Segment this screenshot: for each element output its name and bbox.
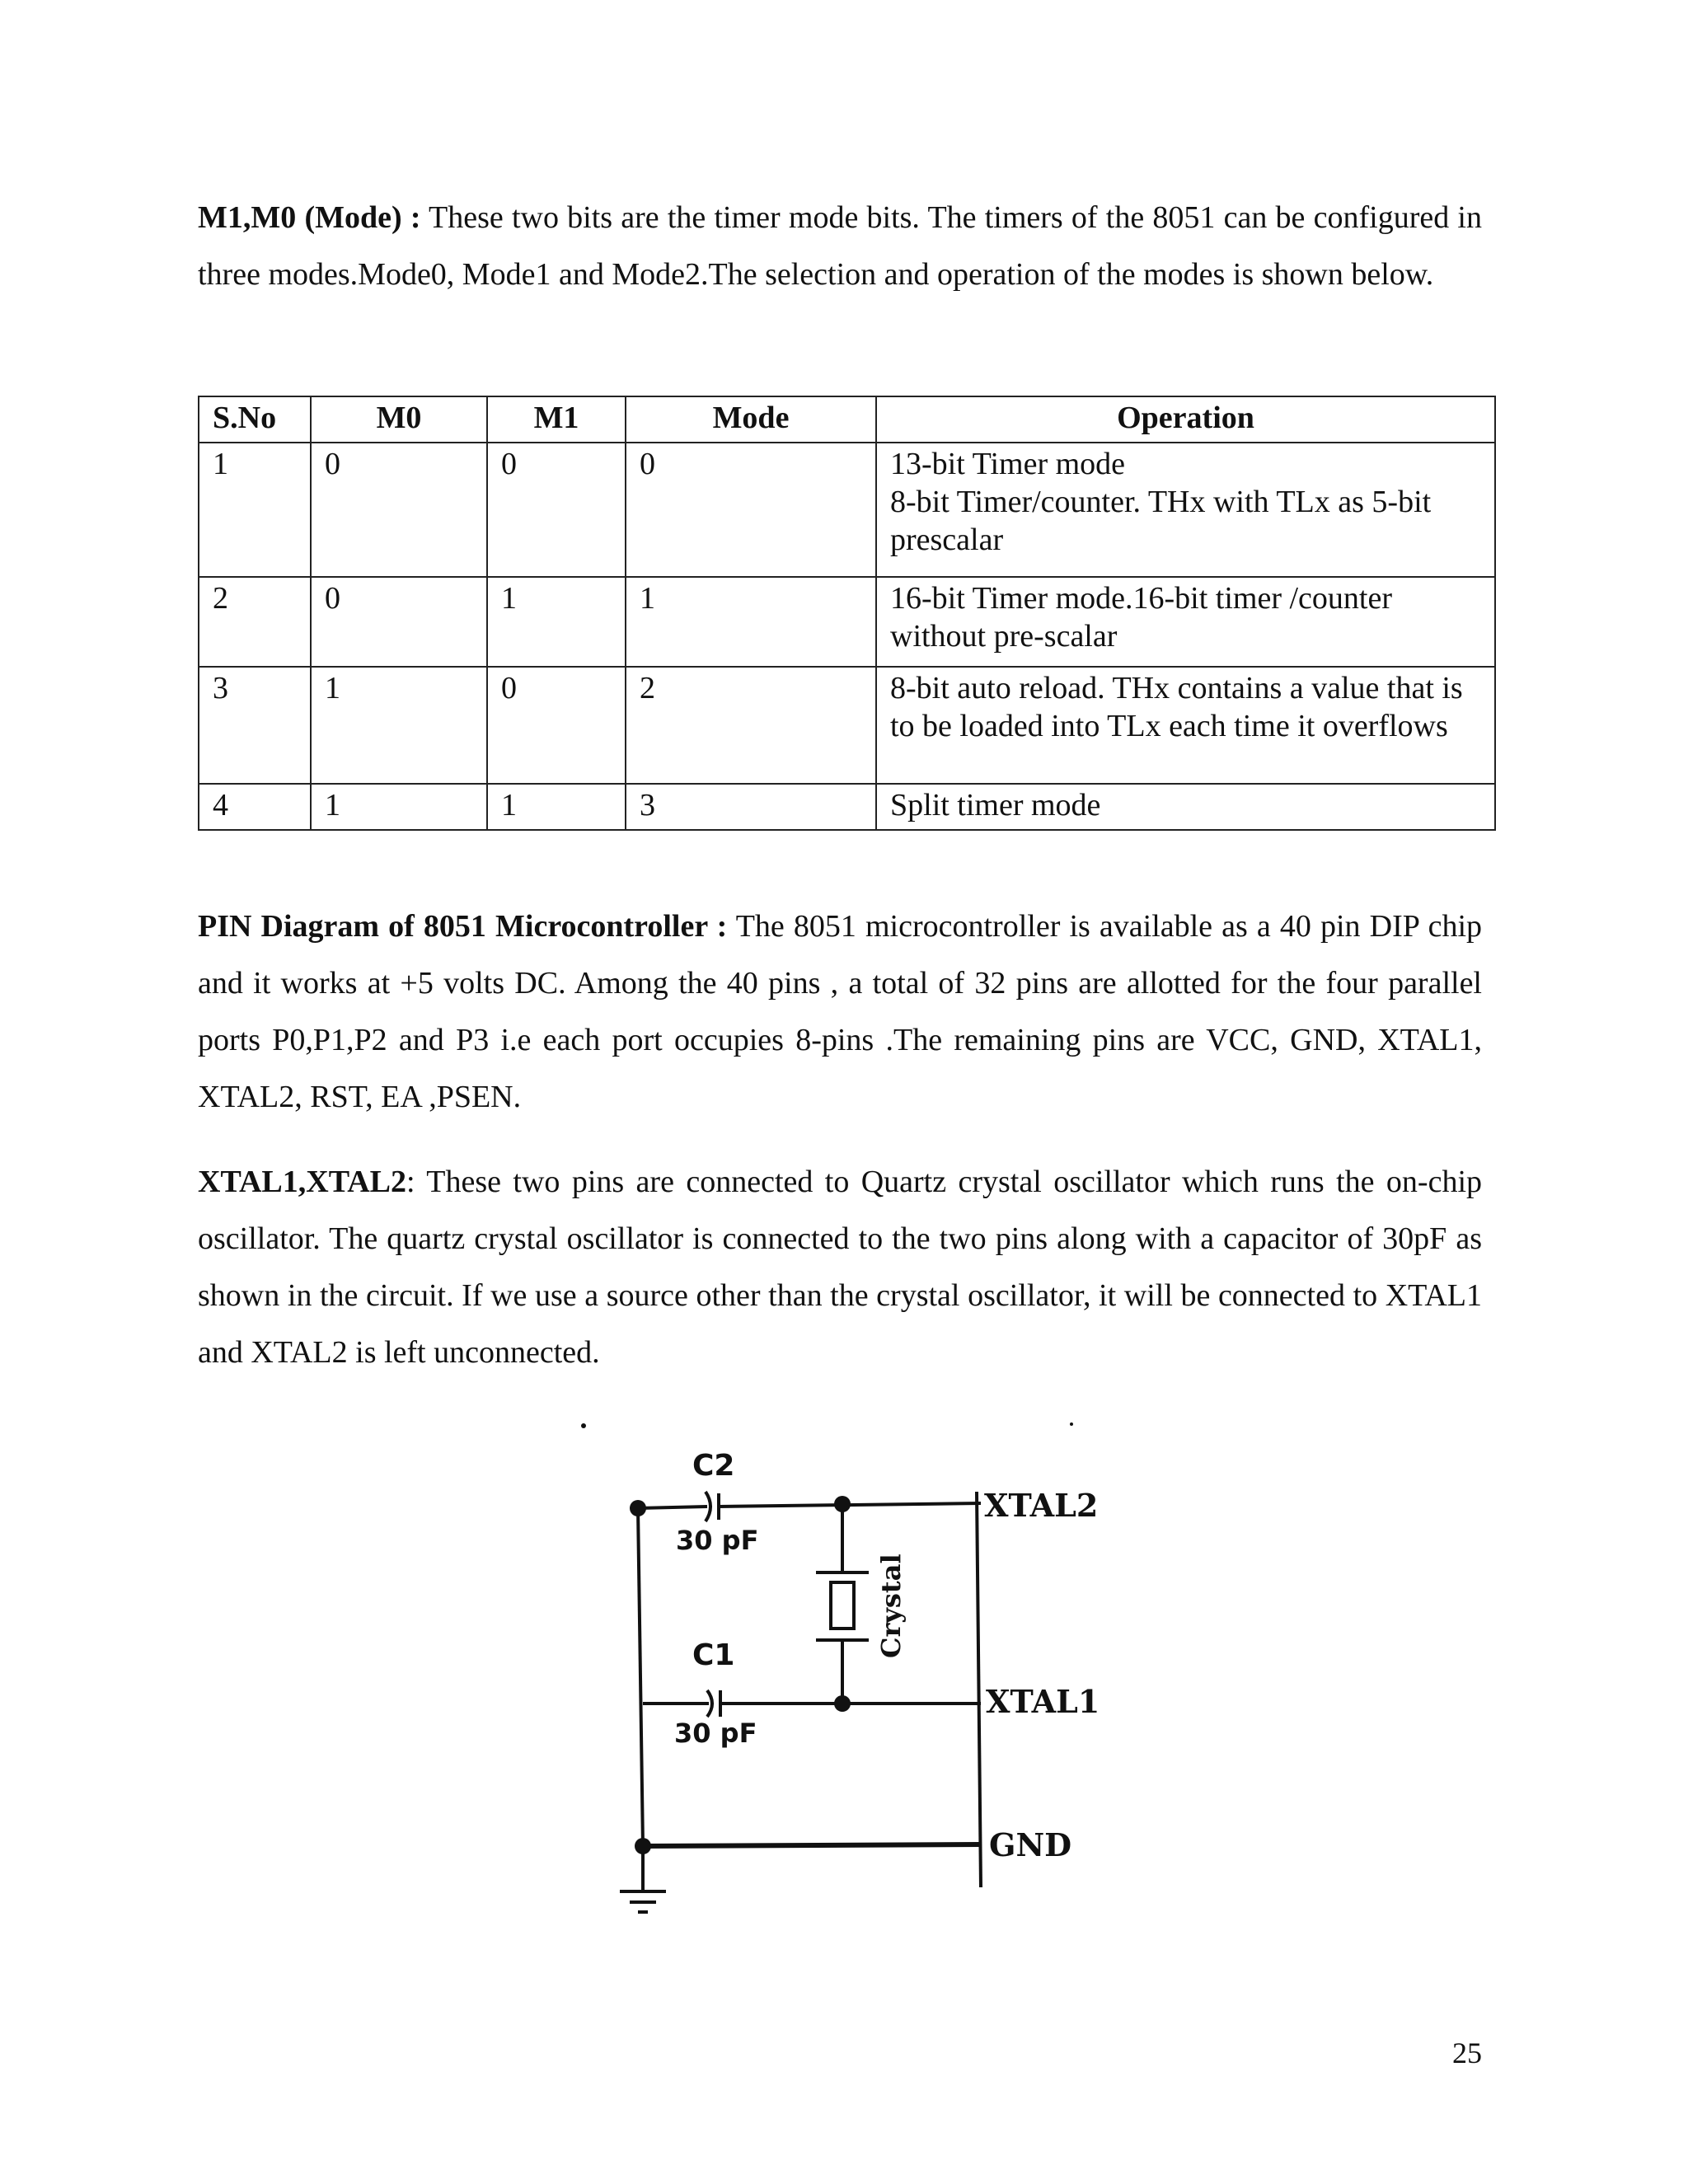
cell-sno: 4: [199, 784, 311, 830]
xtal-text: : These two pins are connected to Quartz crystal oscillator which runs the on-chip oscillator. The quartz crystal oscillator is connected to the two pins along with a capacitor of 30pF as shown in the circuit. If we use a source other than the crystal oscillator, it will be connected to XTAL1 and XTAL2 is left unconnected.: [198, 1165, 1482, 1370]
c2-value: 30 pF: [676, 1525, 759, 1556]
cell-sno: 3: [199, 667, 311, 784]
operation-line: Split timer mode: [890, 788, 1101, 823]
cell-operation: [876, 667, 1495, 784]
pin-diagram-text: The 8051 microcontroller is available as a 40 pin DIP chip and it works at +5 volts DC. Among the 40 pins , a total of 32 pins are allotted for the four parallel ports P0,P1,P2 and P3 i.e each port occupies 8-pins .The remaining pins are VCC, GND, XTAL1, XTAL2, RST, EA ,PSEN.: [198, 909, 1482, 1114]
header-m0: M0: [311, 396, 487, 443]
capacitor-c2-symbol: [706, 1492, 719, 1521]
cell-m1: 0: [487, 667, 626, 784]
mode-text: These two bits are the timer mode bits. The timers of the 8051 can be configured in three modes.Mode0, Mode1 and Mode2.The selection and operation of the modes is shown below.: [198, 200, 1482, 292]
cell-m0: 1: [311, 667, 487, 784]
operation-line: 8-bit auto reload. THx contains a value that is to be loaded into TLx each time it overflows: [890, 671, 1463, 743]
xtal-heading: XTAL1,XTAL2: [198, 1165, 407, 1199]
cell-operation: [876, 784, 1495, 830]
junction-dot: [635, 1838, 651, 1854]
header-m1: M1: [487, 396, 626, 443]
cell-m1: 1: [487, 577, 626, 667]
table-row: [199, 443, 1495, 577]
table-row: [199, 667, 1495, 784]
header-operation: Operation: [876, 396, 1495, 443]
crystal-label: Crystal: [875, 1554, 907, 1658]
junction-dot: [630, 1500, 646, 1516]
c1-label: C1: [692, 1638, 735, 1672]
cell-sno: 2: [199, 577, 311, 667]
gnd-label: GND: [989, 1826, 1072, 1863]
crystal-symbol: [816, 1572, 869, 1640]
header-sno: S.No: [199, 396, 311, 443]
c1-value: 30 pF: [674, 1718, 757, 1749]
table-header-row: [199, 396, 1495, 443]
junction-dot: [834, 1695, 851, 1712]
scan-speck: [581, 1423, 586, 1428]
cell-m1: 1: [487, 784, 626, 830]
table-row: [199, 784, 1495, 830]
page-number: 25: [1452, 2036, 1482, 2069]
cell-operation: [876, 577, 1495, 667]
timer-mode-table: [198, 396, 1496, 831]
cell-mode: 0: [626, 443, 876, 577]
scan-speck: [1070, 1422, 1073, 1426]
xtal1-label: XTAL1: [986, 1683, 1100, 1720]
operation-line: 16-bit Timer mode.16-bit timer /counter without pre-scalar: [890, 581, 1392, 654]
cell-m0: 0: [311, 577, 487, 667]
junction-dot: [834, 1496, 851, 1512]
table-row: [199, 577, 1495, 667]
cell-mode: 2: [626, 667, 876, 784]
cell-mode: 1: [626, 577, 876, 667]
cell-m1: 0: [487, 443, 626, 577]
c2-label: C2: [692, 1449, 735, 1483]
operation-line: 13-bit Timer mode: [890, 447, 1126, 481]
cell-operation: [876, 443, 1495, 577]
cell-mode: 3: [626, 784, 876, 830]
pin-diagram-description: [198, 898, 1482, 1126]
cell-sno: 1: [199, 443, 311, 577]
cell-m0: 1: [311, 784, 487, 830]
capacitor-c1-symbol: [707, 1690, 720, 1717]
crystal-oscillator-circuit: [577, 1418, 1154, 1929]
ground-icon: [620, 1891, 666, 1912]
operation-line: 8-bit Timer/counter. THx with TLx as 5-bit prescalar: [890, 485, 1432, 557]
cell-m0: 0: [311, 443, 487, 577]
mode-description: [198, 190, 1482, 303]
xtal2-label: XTAL2: [984, 1487, 1099, 1524]
header-mode: Mode: [626, 396, 876, 443]
pin-diagram-heading: PIN Diagram of 8051 Microcontroller :: [198, 909, 728, 944]
xtal-description: [198, 1154, 1482, 1381]
mode-heading: M1,M0 (Mode) :: [198, 200, 421, 235]
